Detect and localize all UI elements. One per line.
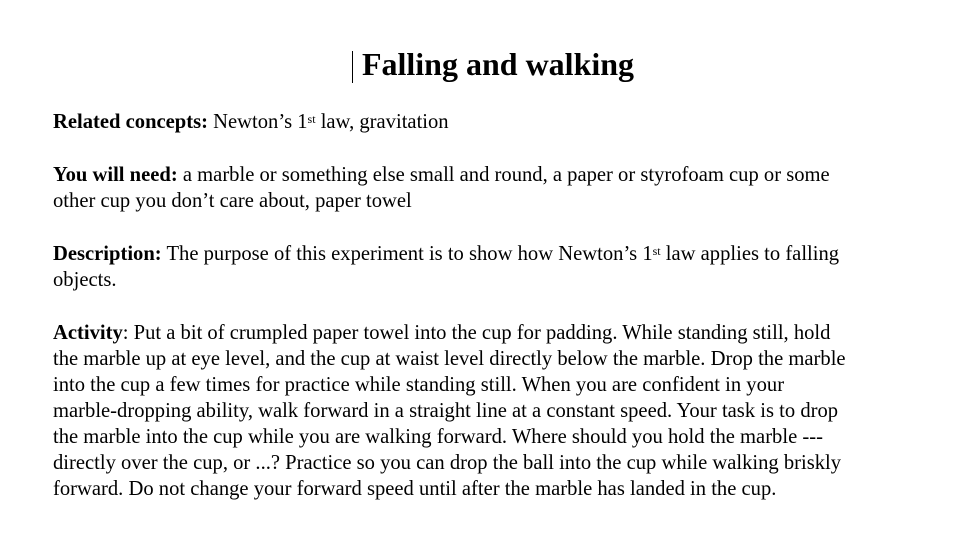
activity-line: the marble into the cup while you are walking forward. Where should you hold the marble --- (53, 426, 823, 448)
activity-line-1 (53, 320, 945, 346)
related-concepts-line (53, 109, 945, 135)
description-label: Description: (53, 243, 162, 265)
you-will-need-line-2: other cup you don’t care about, paper towel (53, 190, 412, 212)
you-will-need-paragraph (53, 162, 945, 214)
description-superscript: st (652, 244, 661, 258)
activity-line: into the cup a few times for practice while standing still. When you are confident in your (53, 374, 785, 396)
text-cursor (352, 51, 353, 83)
description-line-1 (53, 241, 945, 267)
activity-paragraph (53, 320, 945, 502)
you-will-need-text: a marble or something else small and round, a paper or styrofoam cup or some (177, 164, 830, 186)
description-line-2: objects. (53, 269, 117, 291)
related-concepts-label: Related concepts: (53, 111, 208, 133)
you-will-need-line-1 (53, 162, 945, 188)
related-concepts-superscript: st (307, 112, 316, 126)
related-concepts-paragraph (53, 109, 945, 135)
page-title: Falling and walking (361, 46, 635, 82)
related-concepts-text-end: law, gravitation (315, 111, 449, 133)
activity-text: : Put a bit of crumpled paper towel into the cup for padding. While standing still, hold (122, 322, 831, 344)
related-concepts-text: Newton’s 1 (208, 111, 308, 133)
description-text: The purpose of this experiment is to show how Newton’s 1 (161, 243, 653, 265)
activity-line: marble-dropping ability, walk forward in a straight line at a constant speed. Your task is to drop (53, 400, 839, 422)
description-text-end: law applies to falling (660, 243, 840, 265)
description-paragraph (53, 241, 945, 293)
activity-line: directly over the cup, or ...? Practice so you can drop the ball into the cup while walking briskly (53, 452, 842, 474)
activity-line: the marble up at eye level, and the cup at waist level directly below the marble. Drop the marble (53, 348, 846, 370)
you-will-need-label: You will need: (53, 164, 178, 186)
activity-label: Activity (53, 322, 123, 344)
activity-line: forward. Do not change your forward speed until after the marble has landed in the cup. (53, 478, 777, 500)
